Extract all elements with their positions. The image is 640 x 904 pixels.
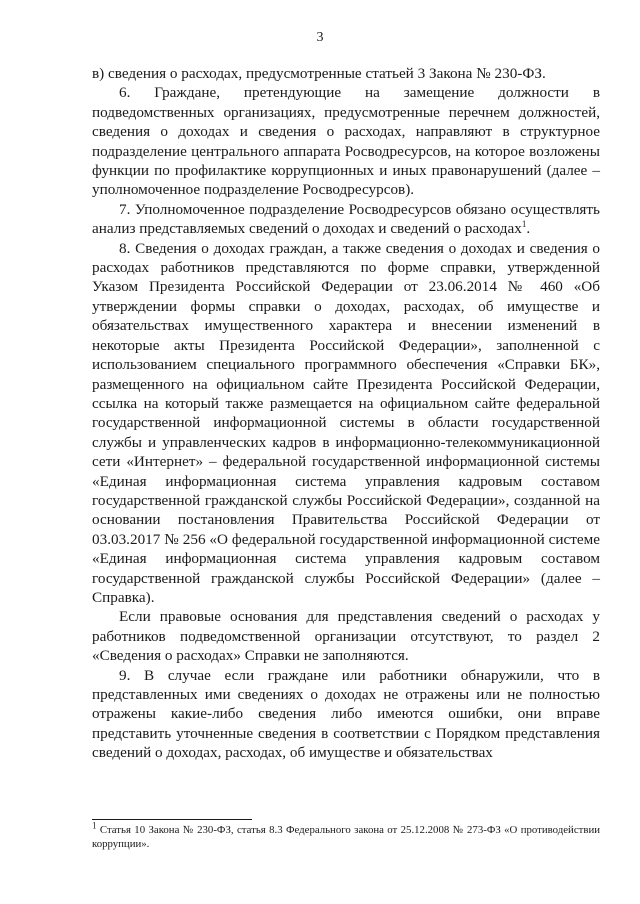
footnote (92, 820, 600, 851)
paragraph-6: 6. Граждане, претендующие на замещение должности в подведомственных организациях, предусмотренные перечнем должностей, сведения о доходах и сведения о расходах, направляют в структурное подразделение центрального аппарата Росводресурсов, на которое возложены функции по профилактике коррупционных и иных правонарушений (далее – уполномоченное подразделение Росводресурсов). (92, 84, 600, 199)
footnote-marker: 1 (92, 820, 97, 831)
footnote-text: Статья 10 Закона № 230-ФЗ, статья 8.3 Федерального закона от 25.12.2008 № 273-ФЗ «О противодействии коррупции». (92, 824, 600, 850)
footnote-separator (92, 819, 252, 820)
paragraph-8: 8. Сведения о доходах граждан, а также сведения о доходах и сведения о расходах работников представляются по форме справки, утвержденной Указом Президента Российской Федерации от 23.06.2014 № 460 «Об утверждении формы справки о доходах, расходах, об имуществе и обязательствах имущественного характера и внесении изменений в некоторые акты Президента Российской Федерации», заполненной с использованием специального программного обеспечения «Справки БК», размещенного на официальном сайте Президента Российской Федерации, ссылка на который также размещается на официальном сайте федеральной государственной информационной системы в области государственной службы и управленческих кадров в информационно-телекоммуникационной сети «Интернет» – федеральной государственной информационной системы «Единая информационная система управления кадровым составом государственной гражданской службы Российской Федерации», созданной на основании постановления Правительства Российской Федерации от 03.03.2017 № 256 «О федеральной государственной информационной системе «Единая информационная система управления кадровым составом государственной гражданской службы Российской Федерации» (далее – Справка). (92, 239, 600, 606)
document-body (92, 64, 600, 763)
paragraph-7-text: 7. Уполномоченное подразделение Росводресурсов обязано осуществлять анализ представляемых сведений о доходах и сведений о расходах (92, 200, 600, 238)
paragraph-8-continuation: Если правовые основания для представления сведений о расходах у работников подведомственной организации отсутствуют, то раздел 2 «Сведения о расходах» Справки не заполняются. (92, 608, 600, 665)
paragraph-7: 7. Уполномоченное подразделение Росводресурсов обязано осуществлять анализ представляемых сведений о доходах и сведений о расходах$^1$. (92, 200, 600, 238)
paragraph-9: 9. В случае если граждане или работники обнаружили, что в представленных ими сведениях о доходах не отражены или не полностью отражены какие-либо сведения либо имеются ошибки, они вправе представить уточненные сведения в соответствии с Порядком представления сведений о доходах, расходах, об имуществе и обязательствах (92, 666, 600, 762)
footnote-reference: 1 (521, 219, 527, 230)
paragraph-item-v: в) сведения о расходах, предусмотренные статьей 3 Закона № 230-ФЗ. (92, 65, 546, 82)
page-number: 3 (316, 30, 324, 45)
